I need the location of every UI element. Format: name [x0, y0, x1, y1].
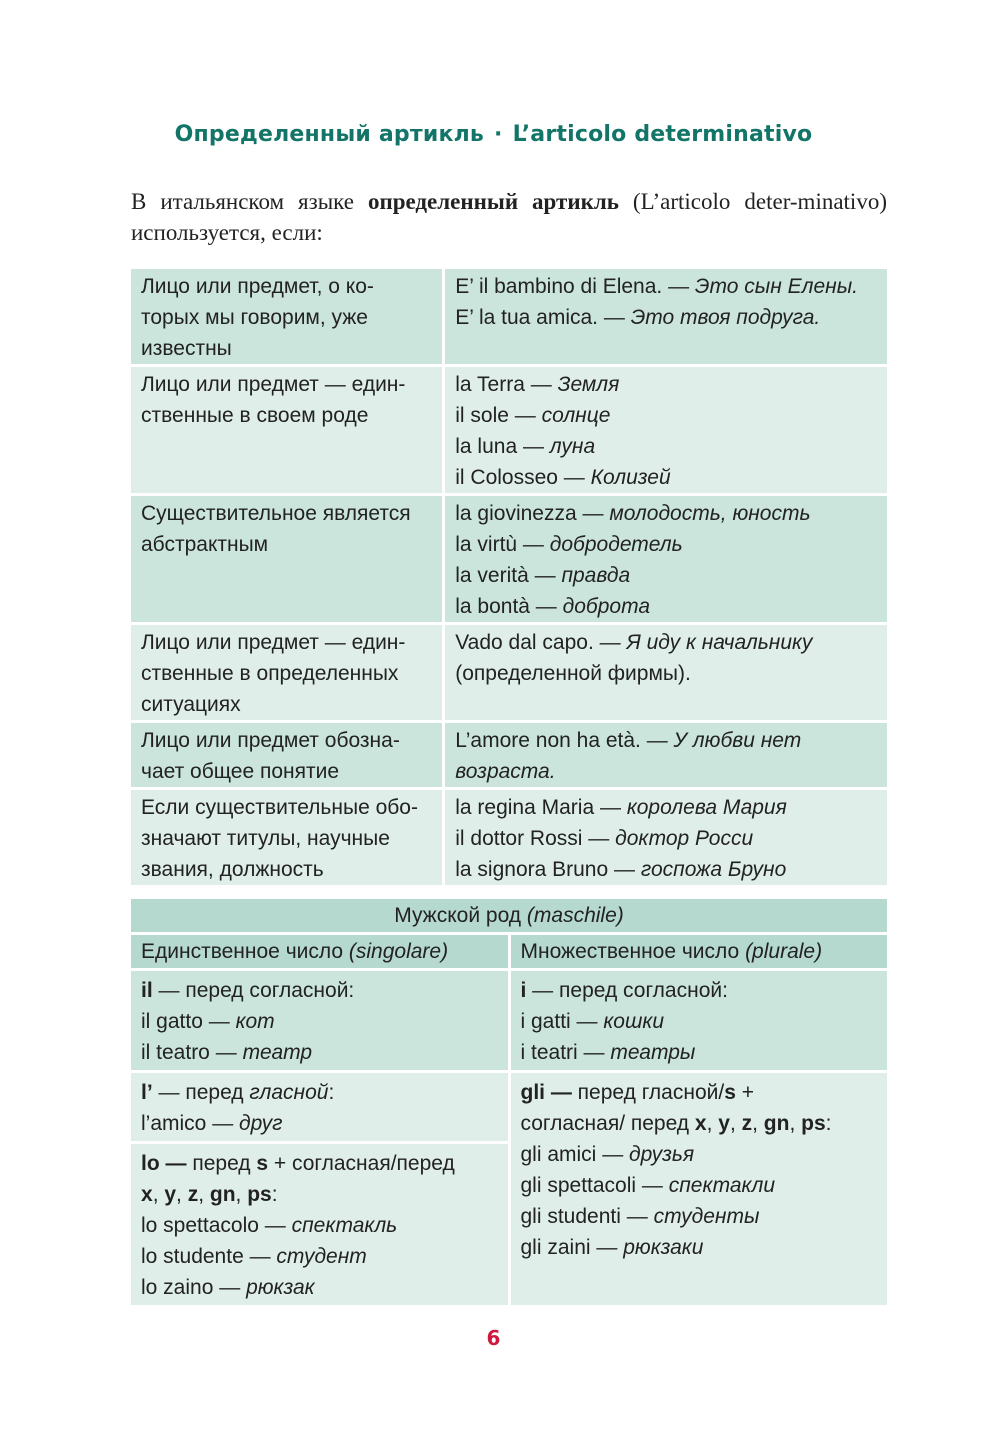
- example-it: la signora Bruno: [455, 858, 609, 881]
- usage-row: [131, 625, 887, 720]
- example-it: la luna: [455, 435, 518, 458]
- gli-example: gli studenti — студенты: [520, 1205, 760, 1228]
- l-rule: — перед: [152, 1081, 250, 1104]
- i-example-it: i teatri: [520, 1041, 578, 1064]
- condition-line: абстрактным: [141, 533, 269, 556]
- lo-example-ru: рюкзак: [246, 1276, 315, 1299]
- usage-condition: [131, 723, 442, 787]
- lo-letter-s: s: [256, 1152, 269, 1175]
- lo-example-ru: спектакль: [291, 1214, 398, 1237]
- usage-examples: [445, 790, 887, 885]
- usage-condition: [131, 790, 442, 885]
- usage-examples: [445, 367, 887, 493]
- example-line: il sole — солнце: [455, 404, 611, 427]
- i-example-ru: театры: [610, 1041, 696, 1064]
- il-example-ru: кот: [235, 1010, 275, 1033]
- condition-line: значают титулы, научные: [141, 827, 390, 850]
- usage-row: [131, 723, 887, 787]
- usage-examples: [445, 269, 887, 364]
- condition-line: Существительное является: [141, 502, 411, 525]
- condition-line: ственные в своем роде: [141, 404, 369, 427]
- lo-letter: ps: [247, 1183, 272, 1206]
- usage-examples: [445, 496, 887, 622]
- singular-header-ru: Единственное число: [141, 940, 344, 963]
- il-rule: — перед согласной:: [152, 979, 355, 1002]
- lo-example-it: lo zaino: [141, 1276, 214, 1299]
- example-it: il dottor Rossi: [455, 827, 583, 850]
- example-it: E’ la tua amica.: [455, 306, 599, 329]
- example-line: la regina Maria — королева Мария: [455, 796, 787, 819]
- example-ru: доктор Росси: [615, 827, 754, 850]
- usage-condition: [131, 496, 442, 622]
- page-number: 6: [486, 1326, 501, 1350]
- lo-example: lo studente — студент: [141, 1245, 367, 1268]
- plural-header-ru: Множественное число: [520, 940, 740, 963]
- example-ru: Колизей: [590, 466, 671, 489]
- lo-letter: y: [164, 1183, 177, 1206]
- gli-rule: согласная/ перед: [520, 1112, 695, 1135]
- plural-header-it: (plurale): [745, 940, 823, 963]
- lo-letter: x: [141, 1183, 153, 1206]
- lo-example-it: lo studente: [141, 1245, 244, 1268]
- l-row: [131, 1073, 887, 1141]
- usage-row: [131, 790, 887, 885]
- dash: —: [583, 1041, 605, 1064]
- condition-line: Лицо или предмет — един-: [141, 373, 406, 396]
- example-line: la Terra — Земля: [455, 373, 620, 396]
- condition-line: торых мы говорим, уже: [141, 306, 368, 329]
- number-header-row: [131, 935, 887, 968]
- condition-line: Лицо или предмет, о ко-: [141, 275, 374, 298]
- example-line: la virtù — добродетель: [455, 533, 683, 556]
- example-it: il sole: [455, 404, 509, 427]
- title-it: L’articolo determinativo: [512, 122, 813, 147]
- usage-condition: [131, 625, 442, 720]
- plural-header: [511, 935, 888, 968]
- example-it: il Colosseo: [455, 466, 558, 489]
- example-it: la verità: [455, 564, 529, 587]
- example-ru: добродетель: [549, 533, 683, 556]
- example-ru: молодость, юность: [609, 502, 811, 525]
- gli-rule: перед гласной/: [571, 1081, 725, 1104]
- example-line: la verità — правда: [455, 564, 631, 587]
- usage-row: [131, 367, 887, 493]
- dash: —: [212, 1112, 234, 1135]
- example-line: la giovinezza — молодость, юность: [455, 502, 811, 525]
- example-extra: (определенной фирмы).: [455, 662, 691, 685]
- intro-paragraph: [131, 186, 887, 248]
- gli-example-ru: спектакли: [668, 1174, 775, 1197]
- dash: —: [208, 1010, 230, 1033]
- l-article: l’: [141, 1081, 153, 1104]
- il-row: [131, 971, 887, 1070]
- example-line: Vado dal capo. — Я иду к начальнику: [455, 631, 813, 654]
- example-ru: солнце: [541, 404, 611, 427]
- gli-letter: z: [741, 1112, 753, 1135]
- gli-example-ru: студенты: [653, 1205, 760, 1228]
- usage-examples: [445, 723, 887, 787]
- gli-article: gli —: [520, 1081, 572, 1104]
- gli-example-ru: рюкзаки: [623, 1236, 704, 1259]
- condition-line: ственные в определенных: [141, 662, 399, 685]
- example-ru: Это сын Елены.: [694, 275, 858, 298]
- example-ru: доброта: [562, 595, 651, 618]
- usage-row: [131, 269, 887, 364]
- example-line: E’ la tua amica. — Это твоя подруга.: [455, 306, 821, 329]
- i-rule: — перед согласной:: [526, 979, 728, 1002]
- lo-article: lo —: [141, 1152, 187, 1175]
- gender-table: [128, 896, 890, 1308]
- i-example-it: i gatti: [520, 1010, 571, 1033]
- condition-line: чает общее понятие: [141, 760, 340, 783]
- il-example-it: il teatro: [141, 1041, 210, 1064]
- title-separator: ·: [494, 122, 503, 147]
- lo-example-it: lo spettacolo: [141, 1214, 259, 1237]
- example-it: la regina Maria: [455, 796, 595, 819]
- dash: —: [576, 1010, 598, 1033]
- usage-examples: [445, 625, 887, 720]
- gender-header: [131, 899, 887, 932]
- condition-line: Если существительные обо-: [141, 796, 418, 819]
- i-article: i: [520, 979, 527, 1002]
- gli-example-it: gli spettacoli: [520, 1174, 637, 1197]
- gli-example-ru: друзья: [629, 1143, 695, 1166]
- l-example-it: l’amico: [141, 1112, 207, 1135]
- usage-row: [131, 496, 887, 622]
- example-it: L’amore non ha età.: [455, 729, 641, 752]
- example-it: Vado dal capo.: [455, 631, 594, 654]
- i-example-ru: кошки: [603, 1010, 665, 1033]
- page-title: [0, 122, 987, 147]
- example-line: il dottor Rossi — доктор Росси: [455, 827, 754, 850]
- lo-example-ru: студент: [276, 1245, 367, 1268]
- example-line: L’amore non ha età. — У любви нет возраста.: [455, 729, 802, 783]
- il-example-ru: театр: [242, 1041, 313, 1064]
- lo-letter: z: [187, 1183, 199, 1206]
- l-cell: l’ — перед гласной: l’amico — друг: [131, 1073, 508, 1141]
- example-ru: луна: [549, 435, 596, 458]
- gender-header-ru: Мужской род: [394, 904, 522, 927]
- gender-header-it: (maschile): [526, 904, 624, 927]
- i-cell: [511, 971, 888, 1070]
- usage-condition: [131, 367, 442, 493]
- gli-letter: y: [718, 1112, 730, 1135]
- usage-condition: [131, 269, 442, 364]
- dash: —: [215, 1041, 237, 1064]
- example-ru: королева Мария: [626, 796, 787, 819]
- condition-line: Лицо или предмет обозна-: [141, 729, 400, 752]
- condition-line: звания, должность: [141, 858, 324, 881]
- example-it: E’ il bambino di Elena.: [455, 275, 663, 298]
- example-ru: Это твоя подруга.: [630, 306, 821, 329]
- gli-rule: +: [735, 1081, 754, 1104]
- gli-example: gli spettacoli — спектакли: [520, 1174, 775, 1197]
- lo-example: lo spettacolo — спектакль: [141, 1214, 398, 1237]
- intro-text-2: (L’articolo deter-minativo) используется, если:: [131, 189, 887, 245]
- il-cell: [131, 971, 508, 1070]
- lo-rule: + согласная/перед: [268, 1152, 455, 1175]
- gli-cell: gli — перед гласной/s + согласная/ перед x, y, z, gn, ps: gli amici — друзья gli spettacoli — спектакли gli studenti — студенты gli zaini — рюкзаки: [511, 1073, 888, 1305]
- example-line: la luna — луна: [455, 435, 596, 458]
- gli-example: gli zaini — рюкзаки: [520, 1236, 704, 1259]
- example-it: la virtù: [455, 533, 518, 556]
- example-ru: Земля: [557, 373, 620, 396]
- singular-header: [131, 935, 508, 968]
- condition-line: Лицо или предмет — един-: [141, 631, 406, 654]
- example-line: il Colosseo — Колизей: [455, 466, 671, 489]
- gender-header-row: [131, 899, 887, 932]
- example-line: la signora Bruno — госпожа Бруно: [455, 858, 787, 881]
- lo-example: lo zaino — рюкзак: [141, 1276, 315, 1299]
- example-ru: У любви нет возраста.: [455, 729, 802, 783]
- intro-bold: определенный артикль: [367, 189, 619, 214]
- lo-rule: перед: [186, 1152, 257, 1175]
- il-example-it: il gatto: [141, 1010, 203, 1033]
- gli-letter: gn: [763, 1112, 790, 1135]
- example-ru: госпожа Бруно: [640, 858, 787, 881]
- example-line: la bontà — доброта: [455, 595, 651, 618]
- example-line: E’ il bambino di Elena. — Это сын Елены.: [455, 275, 858, 298]
- example-it: la bontà: [455, 595, 530, 618]
- gli-letter-s: s: [724, 1081, 736, 1104]
- intro-text-1: В итальянском языке: [131, 189, 368, 214]
- gli-letter: ps: [801, 1112, 826, 1135]
- condition-line: ситуациях: [141, 693, 241, 716]
- example-it: la giovinezza: [455, 502, 577, 525]
- gli-example: gli amici — друзья: [520, 1143, 695, 1166]
- singular-header-it: (singolare): [348, 940, 449, 963]
- l-example-ru: друг: [239, 1112, 283, 1135]
- gli-example-it: gli zaini: [520, 1236, 591, 1259]
- title-ru: Определенный артикль: [174, 122, 485, 147]
- usage-table: [128, 266, 890, 888]
- lo-letter: gn: [209, 1183, 236, 1206]
- example-it: la Terra: [455, 373, 525, 396]
- il-article: il: [141, 979, 153, 1002]
- condition-line: известны: [141, 337, 232, 360]
- example-ru: правда: [561, 564, 631, 587]
- example-ru: Я иду к начальнику: [626, 631, 813, 654]
- lo-cell: lo — перед s + согласная/перед x, y, z, gn, ps: lo spettacolo — спектакль lo studente — студент lo zaino — рюкзак: [131, 1144, 508, 1305]
- gli-letter: x: [694, 1112, 707, 1135]
- gli-example-it: gli studenti: [520, 1205, 621, 1228]
- l-rule-vowel: гласной: [249, 1081, 329, 1104]
- gli-example-it: gli amici: [520, 1143, 597, 1166]
